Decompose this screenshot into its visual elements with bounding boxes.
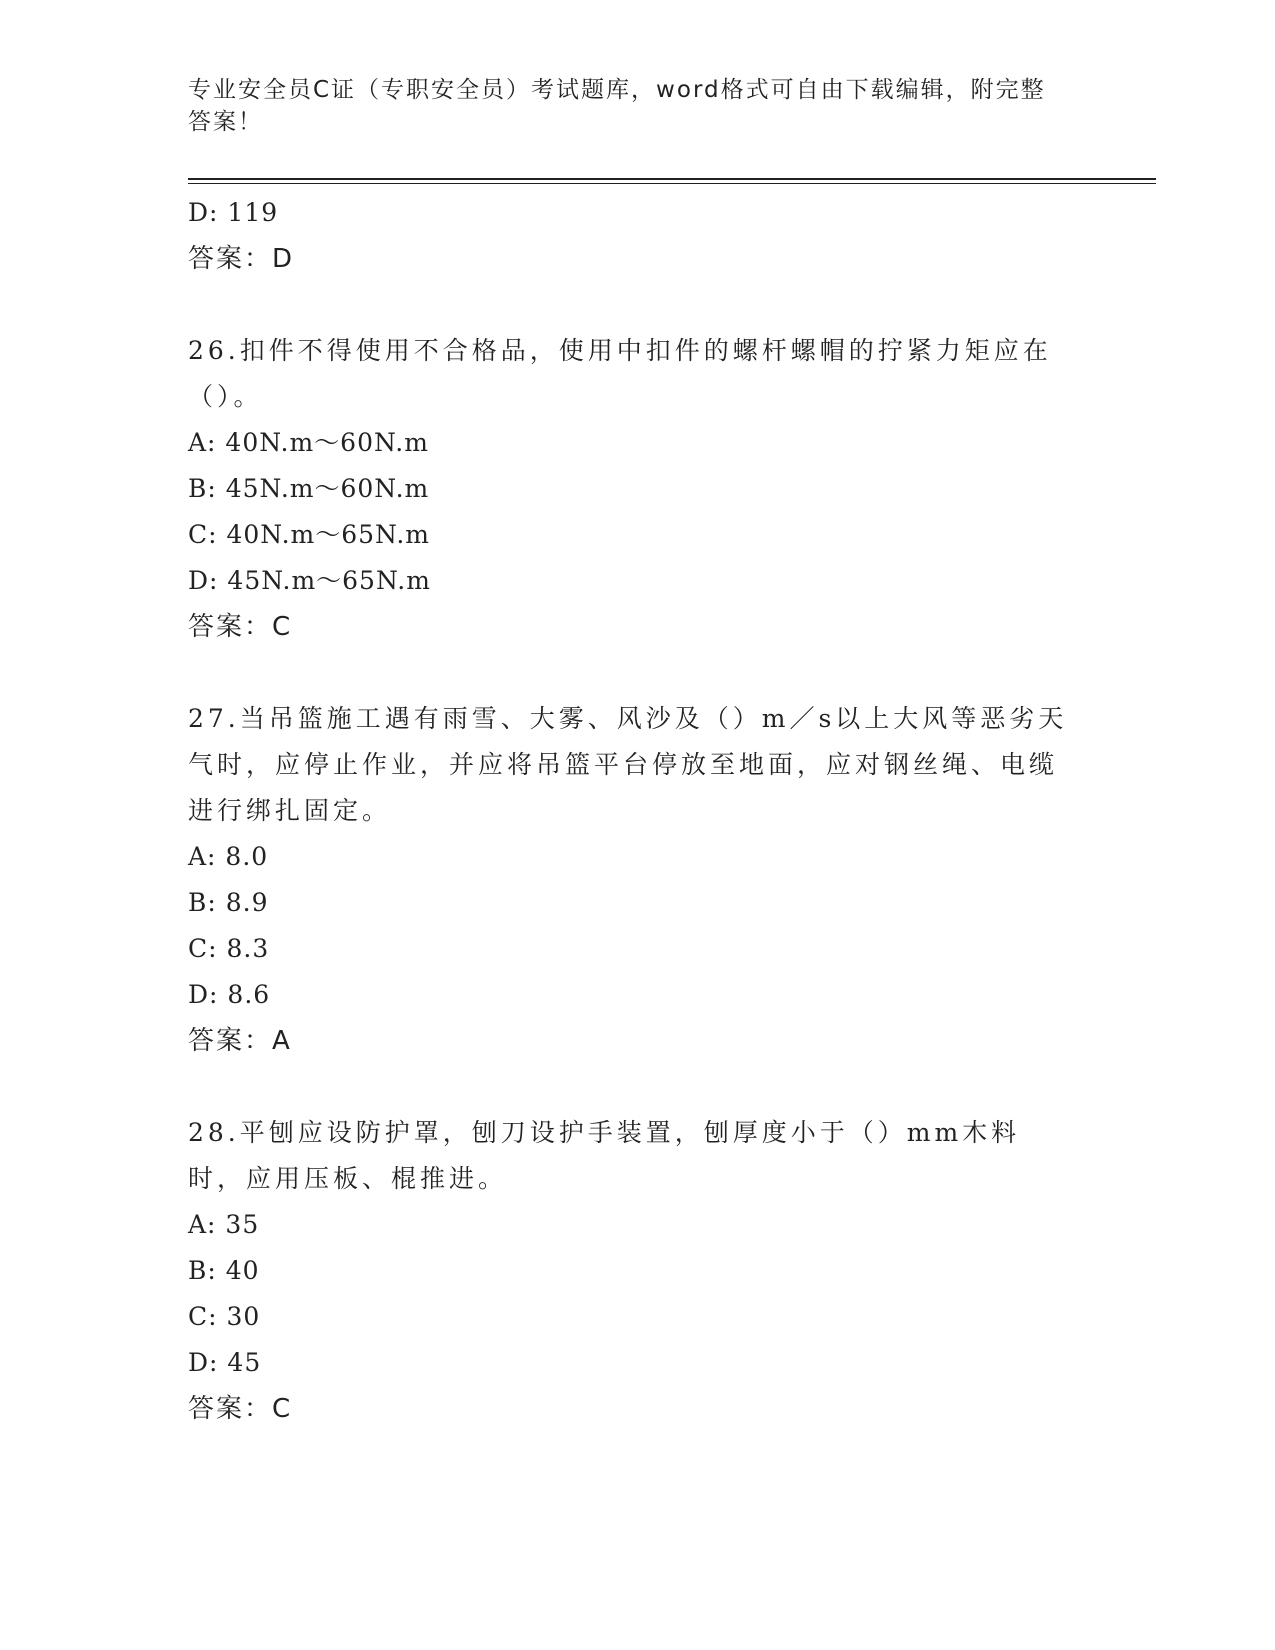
option-a: A: 40N.m～60N.m (188, 428, 429, 457)
option-d: D: 45 (188, 1348, 262, 1377)
answer: 答案：A (188, 1026, 292, 1056)
option-b: B: 40 (188, 1256, 260, 1285)
question-text: 26.扣件不得使用不合格品，使用中扣件的螺杆螺帽的拧紧力矩应在（）。 (188, 336, 1052, 411)
option-a: A: 35 (188, 1210, 260, 1239)
question-text: 28.平刨应设防护罩，刨刀设护手装置，刨厚度小于（）mm木料时，应用压板、棍推进。 (188, 1118, 1021, 1193)
option-c: C: 8.3 (188, 934, 270, 963)
option-c: C: 40N.m～65N.m (188, 520, 430, 549)
option-a: A: 8.0 (188, 842, 269, 871)
prev-answer: 答案：D (188, 244, 295, 274)
option-b: B: 8.9 (188, 888, 269, 917)
header-divider-thick (188, 178, 1156, 180)
question-block (188, 696, 1088, 1064)
question-block (188, 1110, 1088, 1432)
question-list (188, 190, 1088, 1432)
header-divider-thin (188, 183, 1156, 184)
question-block (188, 328, 1088, 650)
option-d: D: 45N.m～65N.m (188, 566, 431, 595)
answer: 答案：C (188, 612, 293, 642)
document-header: 专业安全员C证（专职安全员）考试题库，word格式可自由下载编辑，附完整答案！ (188, 77, 1046, 135)
option-b: B: 45N.m～60N.m (188, 474, 430, 503)
answer: 答案：C (188, 1394, 293, 1424)
prev-option-d: D: 119 (188, 198, 279, 227)
option-d: D: 8.6 (188, 980, 271, 1009)
question-text: 27.当吊篮施工遇有雨雪、大雾、风沙及（）m／s以上大风等恶劣天气时，应停止作业，并应将吊篮平台停放至地面，应对钢丝绳、电缆进行绑扎固定。 (188, 704, 1068, 825)
option-c: C: 30 (188, 1302, 261, 1331)
